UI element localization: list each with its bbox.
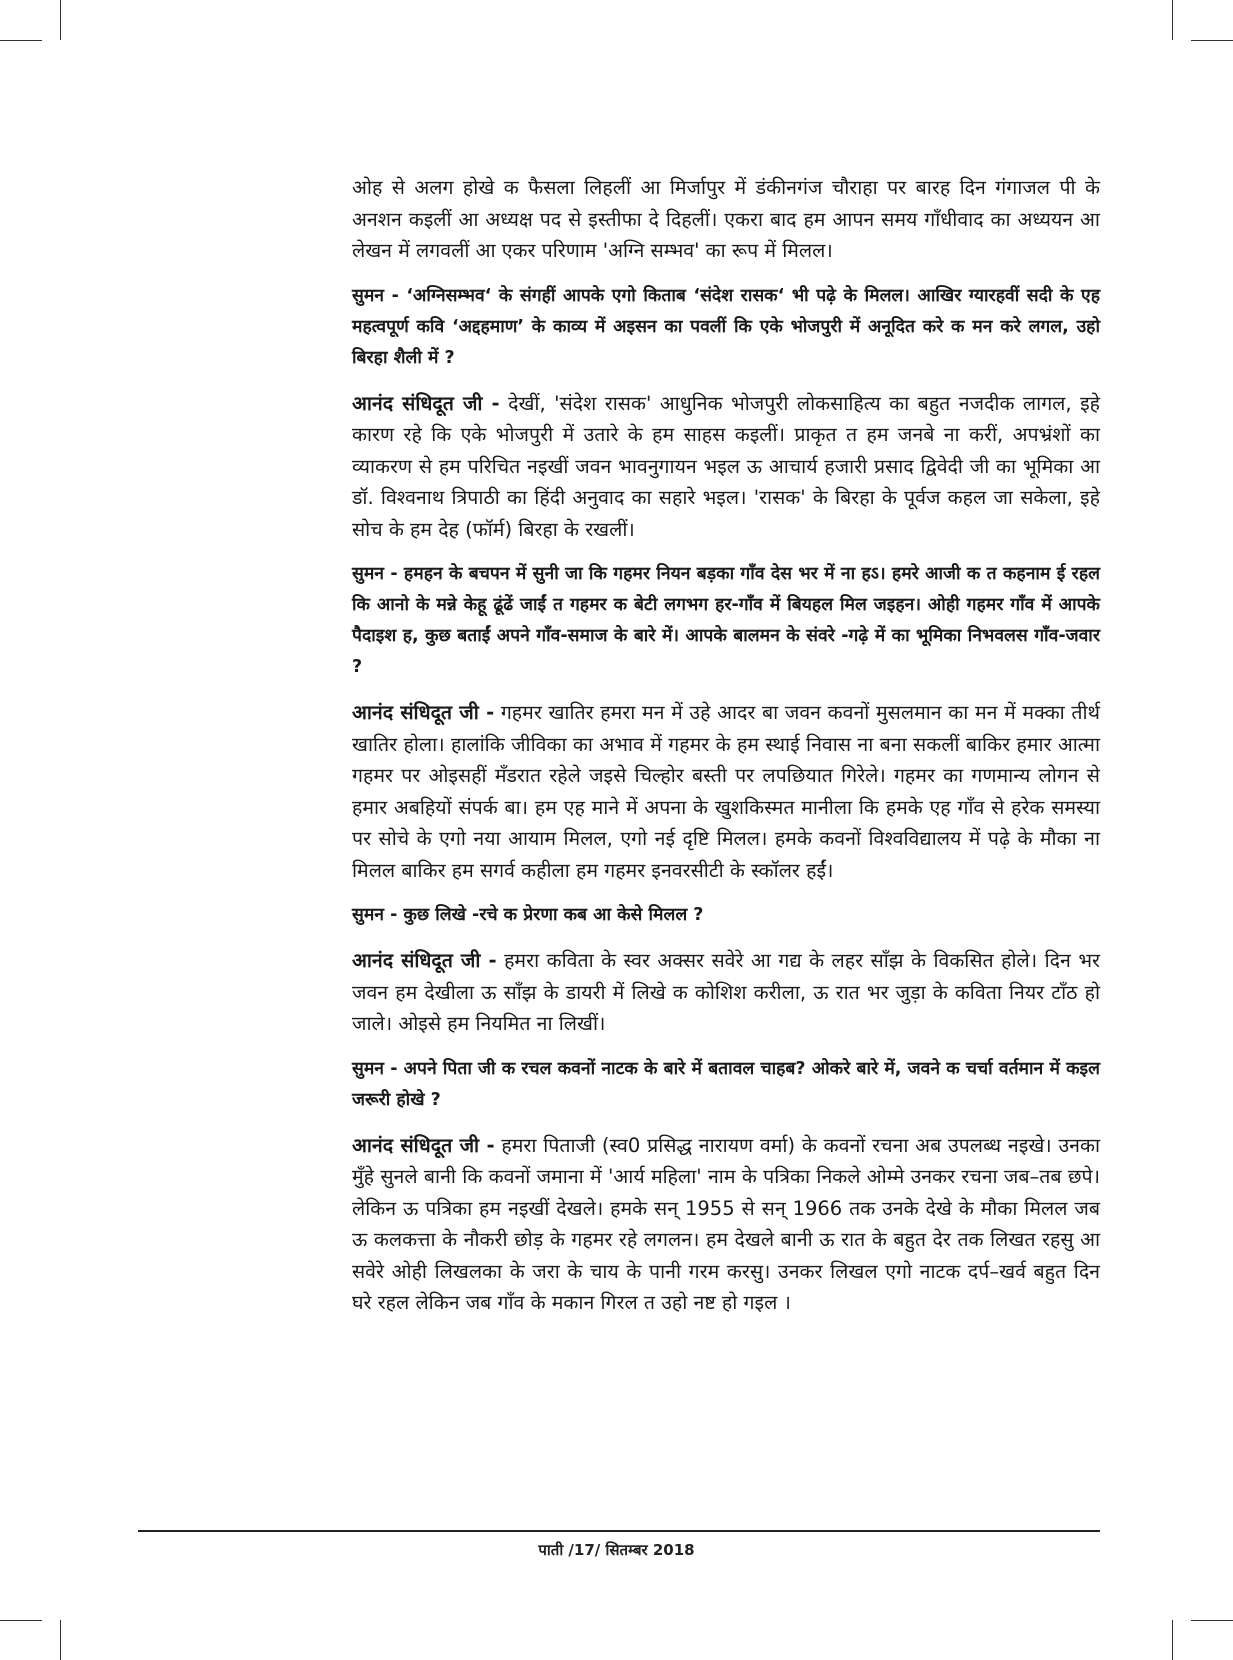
crop-mark xyxy=(60,1620,61,1660)
crop-mark xyxy=(1191,1620,1233,1621)
speaker-label: आनंद संधिदूत जी - xyxy=(352,391,500,415)
speaker-label: आनंद संधिदूत जी - xyxy=(352,949,497,972)
speaker-label: आनंद संधिदूत जी - xyxy=(352,701,495,724)
answer-text: गहमर खातिर हमरा मन में उहे आदर बा जवन कवनों मुसलमान का मन में मक्का तीर्थ खातिर होला। हालांकि जीविका का अभाव में गहमर के हम स्थाई निवास ना बना सकलीं बाकिर हमार आत्मा गहमर पर ओइसहीं मँडरात रहेले जइसे चिल्होर बस्ती पर लपछियात गिरेले। गहमर का गणमान्य लोगन से हमार अबहियों संपर्क बा। हम एह माने में अपना के खुशकिस्मत मानीला कि हमके एह गाँव से हरेक समस्या पर सोचे के एगो नया आयाम मिलल, एगो नई दृष्टि मिलल। हमके कवनों विश्वविद्यालय में पढ़े के मौका ना मिलल बाकिर हम सगर्व कहीला हम गहमर इनवरसीटी के स्कॉलर हईं। xyxy=(352,701,1101,882)
answer-paragraph xyxy=(352,945,1100,1040)
question-paragraph xyxy=(352,281,1100,374)
crop-mark xyxy=(1172,0,1173,40)
question-paragraph xyxy=(352,559,1100,683)
page-footer: पाती /17/ सितम्बर 2018 xyxy=(538,1541,695,1559)
question-text: सुमन - अपने पिता जी क रचल कवनों नाटक के बारे में बतावल चाहब? ओकरे बारे में, जवने क चर्चा वर्तमान में कइल जरूरी होखे ? xyxy=(352,1058,1100,1110)
paragraph-text: ओह से अलग होखे क फैसला लिहलीं आ मिर्जापुर में डंकीनगंज चौराहा पर बारह दिन गंगाजल पी के अनशन कइलीं आ अध्यक्ष पद से इस्तीफा दे दिहलीं। एकरा बाद हम आपन समय गाँधीवाद का अध्ययन आ लेखन में लगवलीं आ एकर परिणाम 'अग्नि सम्भव' का रूप में मिलल। xyxy=(352,176,1100,262)
crop-mark xyxy=(1191,40,1233,41)
question-paragraph xyxy=(352,1054,1100,1116)
article-body xyxy=(352,172,1100,1333)
answer-paragraph xyxy=(352,697,1100,886)
answer-paragraph xyxy=(352,388,1100,546)
question-text: सुमन - कुछ लिखे -रचे क प्रेरणा कब आ केसे मिलल ? xyxy=(352,905,704,925)
answer-text: देखीं, 'संदेश रासक' आधुनिक भोजपुरी लोकसाहित्य का बहुत नजदीक लागल, इहे कारण रहे कि एके भोजपुरी में उतारे के हम साहस कइलीं। प्राकृत त हम जनबे ना करीं, अपभ्रंशों का व्याकरण से हम परिचित नइखीं जवन भावनुगायन भइल ऊ आचार्य हजारी प्रसाद द्विवेदी जी का भूमिका आ डॉ. विश्वनाथ त्रिपाठी का हिंदी अनुवाद का सहारे भइल। 'रासक' के बिरहा के पूर्वज कहल जा सकेला, इहे सोच के हम देह (फॉर्म) बिरहा के रखलीं। xyxy=(352,391,1100,541)
answer-text: हमरा पिताजी (स्व0 प्रसिद्ध नारायण वर्मा) के कवनों रचना अब उपलब्ध नइखे। उनका मुँहे सुनले बानी कि कवनों जमाना में 'आर्य महिला' नाम के पत्रिका निकले ओम्मे उनकर रचना जब–तब छपे। लेकिन ऊ पत्रिका हम नइखीं देखले। हमके सन् 1955 से सन् 1966 तक उनके देखे के मौका मिलल जब ऊ कलकत्ता के नौकरी छोड़ के गहमर रहे लगलन। हम देखले बानी ऊ रात के बहुत देर तक लिखत रहसु आ सवेरे ओही लिखलका के जरा के चाय के पानी गरम करसु। उनकर लिखल एगो नाटक दर्प–खर्व बहुत दिन घरे रहल लेकिन जब गाँव के मकान गिरल त उहो नष्ट हो गइल । xyxy=(352,1133,1100,1314)
question-text: सुमन - हमहन के बचपन में सुनी जा कि गहमर नियन बड़का गाँव देस भर में ना हऽ। हमरे आजी क त कहनाम ई रहल कि आनो के मन्ने केहू ढूंढें जाईं त गहमर क बेटी लगभग हर-गाँव में बियहल मिल जइहन। ओही गहमर गाँव में आपके पैदाइश ह, कुछ बताईं अपने गाँव-समाज के बारे में। आपके बालमन के संवरे -गढ़े में का भूमिका निभवलस गाँव-जवार ? xyxy=(352,564,1100,677)
crop-mark xyxy=(60,0,61,40)
speaker-label: आनंद संधिदूत जी - xyxy=(352,1133,495,1157)
crop-mark xyxy=(1172,1620,1173,1660)
paragraph xyxy=(352,172,1100,267)
answer-paragraph xyxy=(352,1130,1100,1319)
question-paragraph xyxy=(352,900,1100,931)
question-text: सुमन - ‘अग्निसम्भव‘ के संगहीं आपके एगो किताब ‘संदेश रासक‘ भी पढ़े के मिलल। आखिर ग्यारहवीं सदी के एह महत्वपूर्ण कवि ‘अद्दहमाण’ के काव्य में अइसन का पवलीं कि एके भोजपुरी में अनूदित करे क मन करे लगल, उहो बिरहा शैली में ? xyxy=(352,285,1100,368)
answer-text: हमरा कविता के स्वर अक्सर सवेरे आ गद्य के लहर साँझ के विकसित होले। दिन भर जवन हम देखीला ऊ साँझ के डायरी में लिखे क कोशिश करीला, ऊ रात भर जुड़ा के कविता नियर टाँठ हो जाले। ओइसे हम नियमित ना लिखीं। xyxy=(352,949,1101,1035)
footer-rule xyxy=(138,1530,1100,1532)
crop-mark xyxy=(0,40,42,41)
crop-mark xyxy=(0,1620,42,1621)
